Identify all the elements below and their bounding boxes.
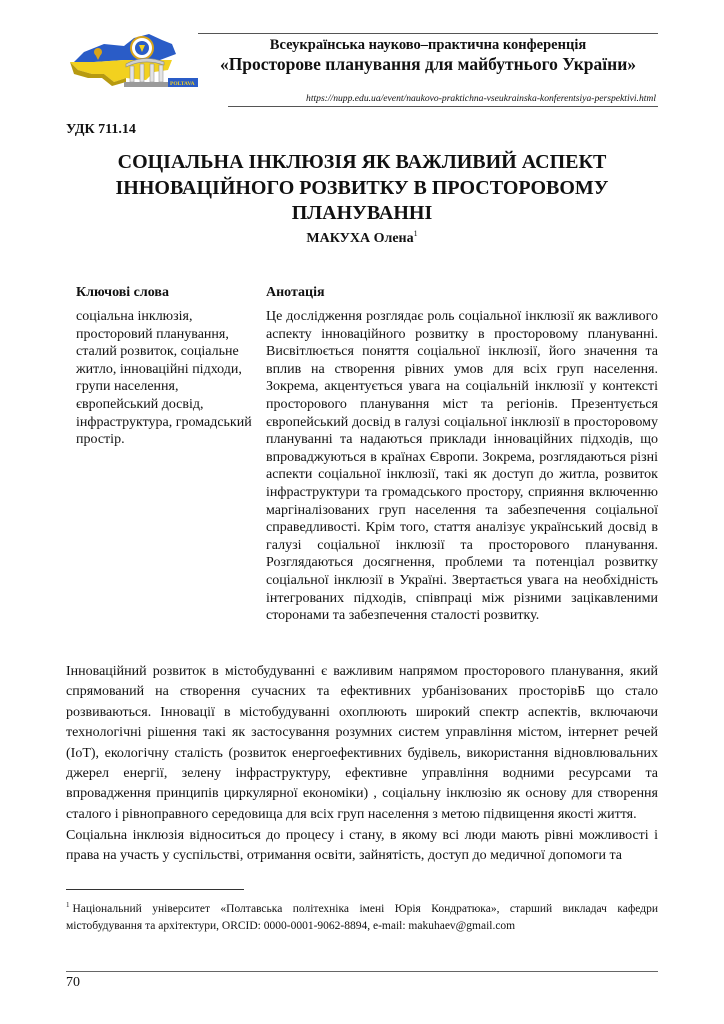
abstract-text: Це дослідження розглядає роль соціальної інклюзії як важливого аспекту інноваційного розвитку в просторовому плануванні. Висвітлюється поняття соціальної інклюзії, його значення та вплив на створення рівних умов для всіх груп населення. Зокрема, акцентується увага на соціальній інклюзії у контексті просторового планування міст та регіонів. Презентується європейський досвід в галузі соціальної інклюзії в просторовому плануванні та надаються приклади інноваційних підходів, що впроваджуються в країнах Європи. Зокрема, розглядаються різні аспекти соціальної інклюзії, такі як доступ до житла, розвиток інфраструктури та громадського простору, сприяння включенню маргіналізованих груп населення та забезпечення соціальної справедливості. Крім того, стаття аналізує український досвід в галузі соціальної інклюзії та просторового планування. Розглядаються досягнення, проблеми та потенціал розвитку соціальної інклюзії в Україні. Звертається увага на необхідність інтегрованих підходів, співпраці між різними зацікавленими сторонами та забезпечення сталості розвитку. — [266, 309, 658, 624]
abstract-heading: Анотація — [266, 285, 325, 300]
footnote-text: Національний університет «Полтавська політехніка імені Юрія Кондратюка», старший викладач кафедри містобудування та архітектури, ORCID: 0000-0001-9062-8894, e-mail: makuhaev@gmail.com — [66, 903, 658, 932]
svg-text:POLTAVA: POLTAVA — [170, 81, 195, 87]
udk-code: УДК 711.14 — [66, 122, 136, 137]
conference-logo — [64, 30, 198, 88]
conference-line: Всеукраїнська науково–практична конференція — [269, 37, 587, 53]
keywords-text: соціальна інклюзія, просторовий планування, сталий розвиток, соціальне житло, інноваційні підходи, групи населення, європейський досвід, інфраструктура, громадський простір. — [76, 309, 252, 448]
author-line — [66, 229, 658, 247]
article-title: СОЦІАЛЬНА ІНКЛЮЗІЯ ЯК ВАЖЛИВИЙ АСПЕКТ ІННОВАЦІЙНОГО РОЗВИТКУ В ПРОСТОРОВОМУ ПЛАНУВАННІ — [115, 151, 609, 224]
ukraine-map-rotunda-icon — [64, 30, 198, 88]
author-name: МАКУХА Олена — [306, 231, 414, 246]
footnote-separator — [66, 889, 244, 890]
conference-url[interactable]: https://nupp.edu.ua/event/naukovo-praktichna-vseukrainska-konferentsiya-perspektivi.html — [306, 93, 656, 104]
conference-title: «Просторове планування для майбутнього України» — [219, 54, 637, 74]
keywords-heading: Ключові слова — [76, 285, 169, 300]
body-paragraph: Соціальна інклюзія відноситься до процесу і стану, в якому всі люди мають рівні можливості і права на участь у суспільстві, отримання освіти, зайнятість, доступ до медичної допомоги та — [66, 828, 658, 864]
footnote — [66, 897, 658, 934]
page-footer-rule — [66, 971, 658, 972]
author-footnote-mark: 1 — [413, 229, 418, 238]
footnote-mark: 1 — [66, 901, 70, 909]
header-rule-bottom — [228, 106, 658, 107]
header-rule-top — [198, 33, 658, 34]
body-paragraph: Інноваційний розвиток в містобудуванні є важливим напрямом просторового планування, який спрямований на створення сучасних та ефективних урбанізованих просторівБ що стало розвиваються. Інновації в містобудуванні охоплюють широкий спектр аспектів, включаючи технологічні рішення такі як застосування розумних систем управління містом, інтернет речей (IoT), екологічну сталість (розвиток енергоефективних будівель, використання відновлювальних джерел енергії, зелену інфраструктуру, ефективне управління водними ресурсами та впровадження принципів циркулярної економіки) , соціальну інклюзію як основу для створення сталого і рівноправного середовища для всіх груп населення з метою підвищення якості життя. — [66, 664, 658, 822]
page-number: 70 — [66, 975, 80, 990]
